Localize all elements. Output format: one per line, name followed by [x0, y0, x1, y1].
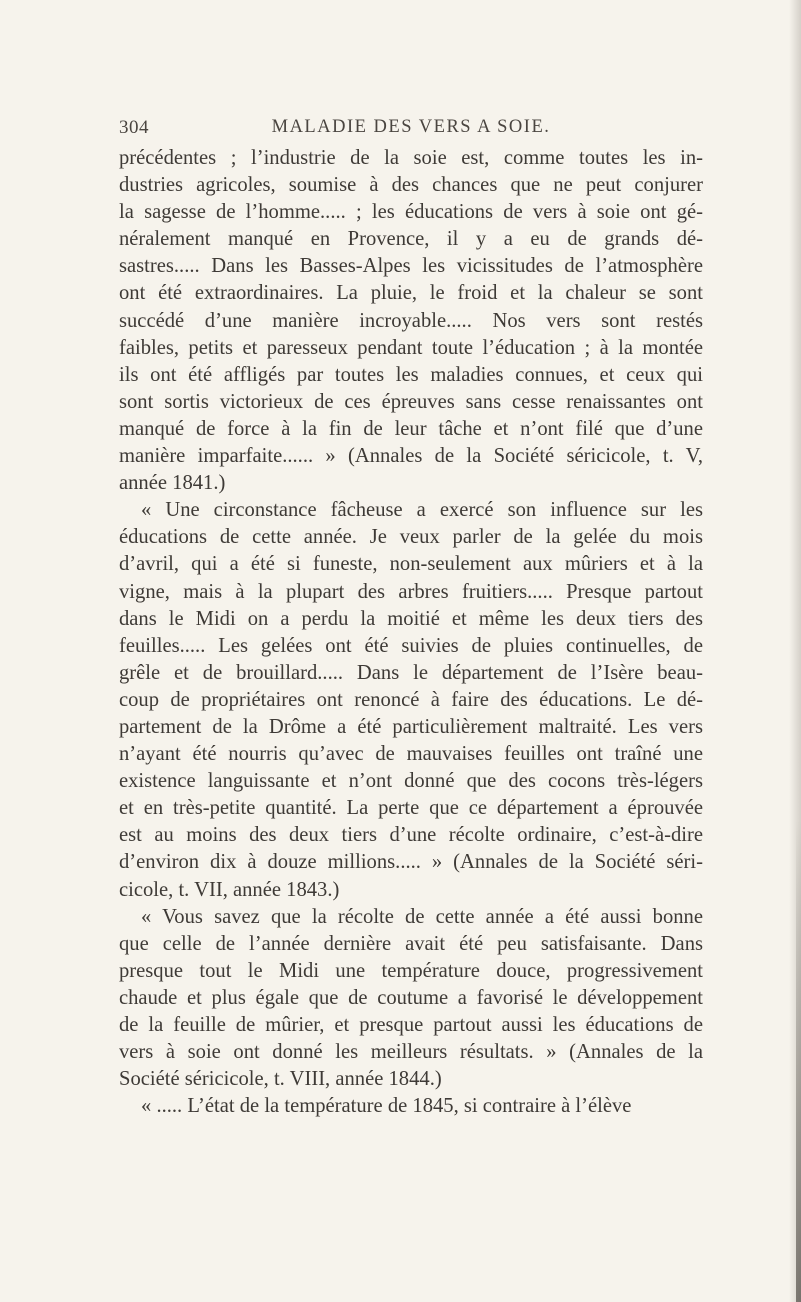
page-number: 304 [119, 117, 149, 138]
text-line: partement de la Drôme a été particulièrement maltraité. Les vers [119, 715, 703, 738]
text-line: d’avril, qui a été si funeste, non-seulement aux mûriers et à la [119, 553, 703, 576]
text-line: Société séricicole, t. VIII, année 1844.) [119, 1068, 442, 1091]
text-line: dans le Midi on a perdu la moitié et même les deux tiers des [119, 607, 703, 630]
text-line: manqué de force à la fin de leur tâche et n’ont filé que d’une [119, 417, 703, 440]
text-line: néralement manqué en Provence, il y a eu de grands dé- [119, 228, 703, 251]
text-line: sastres..... Dans les Basses-Alpes les vicissitudes de l’atmosphère [119, 255, 703, 278]
text-line: vigne, mais à la plupart des arbres fruitiers..... Presque partout [119, 580, 703, 603]
text-line: la sagesse de l’homme..... ; les éducations de vers à soie ont gé- [119, 201, 703, 224]
text-line: feuilles..... Les gelées ont été suivies de pluies continuelles, de [119, 634, 703, 657]
text-line: presque tout le Midi une température douce, progressivement [119, 959, 703, 982]
text-line: sont sortis victorieux de ces épreuves sans cesse renaissantes ont [119, 390, 703, 413]
text-line: dustries agricoles, soumise à des chances que ne peut conjurer [119, 174, 703, 197]
text-line: et en très-petite quantité. La perte que ce département a éprouvée [119, 797, 703, 820]
text-line: vers à soie ont donné les meilleurs résultats. » (Annales de la [119, 1041, 703, 1064]
text-line: « Une circonstance fâcheuse a exercé son influence sur les [141, 499, 703, 522]
text-line: « Vous savez que la récolte de cette année a été aussi bonne [141, 905, 703, 928]
text-line: chaude et plus égale que de coutume a favorisé le développement [119, 986, 703, 1009]
text-line: éducations de cette année. Je veux parler de la gelée du mois [119, 526, 703, 549]
text-line: succédé d’une manière incroyable..... Nos vers sont restés [119, 309, 703, 332]
text-line: ils ont été affligés par toutes les maladies connues, et ceux qui [119, 363, 703, 386]
text-line: grêle et de brouillard..... Dans le département de l’Isère beau- [119, 661, 703, 684]
text-line: ont été extraordinaires. La pluie, le froid et la chaleur se sont [119, 282, 703, 305]
text-line: cicole, t. VII, année 1843.) [119, 878, 340, 901]
text-line: coup de propriétaires ont renoncé à faire des éducations. Le dé- [119, 688, 703, 711]
text-line: de la feuille de mûrier, et presque partout aussi les éducations de [119, 1014, 703, 1036]
text-line: d’environ dix à douze millions..... » (Annales de la Société séri- [119, 851, 703, 874]
body-text [119, 145, 703, 1120]
page-header [119, 117, 703, 141]
text-line: année 1841.) [119, 472, 226, 495]
text-line: précédentes ; l’industrie de la soie est, comme toutes les in- [119, 147, 703, 169]
text-line: que celle de l’année dernière avait été peu satisfaisante. Dans [119, 932, 703, 955]
text-line: « ..... L’état de la température de 1845, si contraire à l’élève [141, 1095, 632, 1118]
text-line: faibles, petits et paresseux pendant toute l’éducation ; à la montée [119, 336, 703, 359]
page-edge-dark [796, 820, 801, 1302]
running-head: MALADIE DES VERS A SOIE. [271, 117, 551, 137]
text-line: est au moins des deux tiers d’une récolte ordinaire, c’est-à-dire [119, 824, 703, 847]
text-line: existence languissante et n’ont donné que des cocons très-légers [119, 770, 703, 793]
text-line: n’ayant été nourris qu’avec de mauvaises feuilles ont traîné une [119, 743, 703, 766]
text-line: manière imparfaite...... » (Annales de la Société séricicole, t. V, [119, 445, 703, 468]
